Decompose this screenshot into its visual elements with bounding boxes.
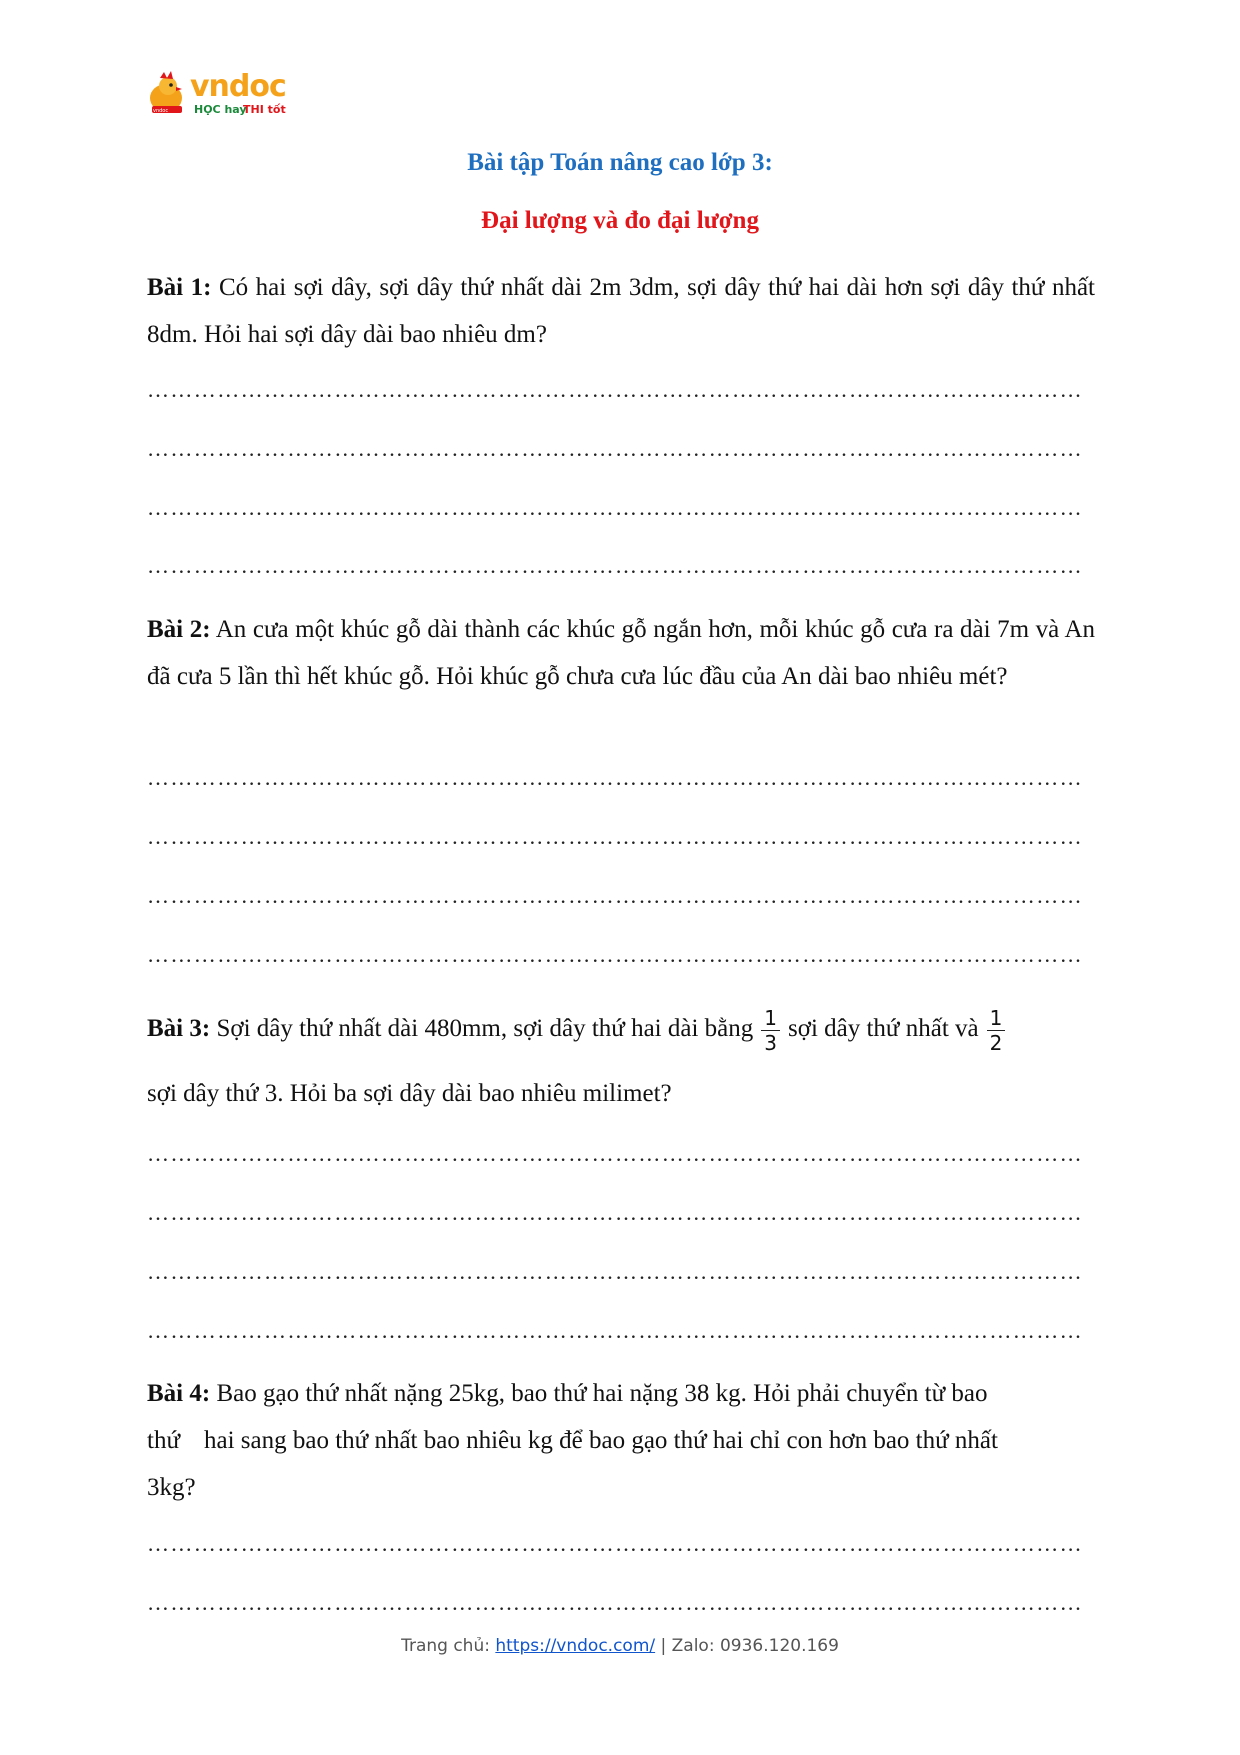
exercise-label: Bài 3: (147, 1015, 211, 1042)
exercise-2 (147, 606, 1095, 700)
footer-prefix: Trang chủ: (401, 1636, 496, 1656)
footer-contact: | Zalo: 0936.120.169 (655, 1636, 839, 1656)
svg-text:THI tốt: THI tốt (243, 103, 286, 116)
exercise-text-a: Bao gạo thứ nhất nặng 25kg, bao thứ hai nặng 38 kg. Hỏi phải chuyển từ bao (216, 1380, 988, 1407)
answer-line[interactable]: ………………………………………………………………………………………………………… (147, 1201, 1083, 1225)
answer-line[interactable]: ………………………………………………………………………………………………………… (147, 378, 1083, 402)
svg-text:HỌC hay: HỌC hay (194, 103, 247, 116)
exercise-text: An cưa một khúc gỗ dài thành các khúc gỗ ngắn hơn, mỗi khúc gỗ cưa ra dài 7m và An đã cưa 5 lần thì hết khúc gỗ. Hỏi khúc gỗ chưa cưa lúc đầu của An dài bao nhiêu mét? (147, 616, 1095, 690)
exercise-3 (147, 1000, 1095, 1058)
svg-text:vndoc: vndoc (153, 108, 169, 114)
answer-line[interactable]: ………………………………………………………………………………………………………… (147, 825, 1083, 849)
svg-text:vndoc: vndoc (190, 69, 286, 104)
exercise-4 (147, 1370, 1095, 1417)
fraction-one-half: $\frac{1}{2}$ (987, 1006, 1006, 1055)
answer-line[interactable]: ………………………………………………………………………………………………………… (147, 1591, 1083, 1615)
exercise-text-a: Sợi dây thứ nhất dài 480mm, sợi dây thứ hai dài bằng (216, 1015, 754, 1042)
answer-line[interactable]: ………………………………………………………………………………………………………… (147, 1532, 1083, 1556)
vndoc-logo[interactable] (146, 68, 306, 124)
answer-line[interactable]: ………………………………………………………………………………………………………… (147, 496, 1083, 520)
page-title: Bài tập Toán nâng cao lớp 3: (467, 149, 773, 176)
answer-line[interactable]: ………………………………………………………………………………………………………… (147, 943, 1083, 967)
page-subtitle: Đại lượng và đo đại lượng (481, 207, 759, 234)
exercise-label: Bài 1: (147, 274, 212, 301)
exercise-text: Có hai sợi dây, sợi dây thứ nhất dài 2m 3dm, sợi dây thứ hai dài hơn sợi dây thứ nhất 8dm. Hỏi hai sợi dây dài bao nhiêu dm? (147, 274, 1096, 348)
homepage-link[interactable]: https://vndoc.com/ (495, 1636, 656, 1656)
answer-line[interactable]: ………………………………………………………………………………………………………… (147, 1319, 1083, 1343)
exercise-text-b: sợi dây thứ nhất và (788, 1015, 979, 1042)
exercise-4-line2: thứ hai sang bao thứ nhất bao nhiêu kg để bao gạo thứ hai chỉ con hơn bao thứ nhất (147, 1427, 998, 1454)
exercise-4-line3: 3kg? (147, 1474, 196, 1501)
answer-line[interactable]: ………………………………………………………………………………………………………… (147, 437, 1083, 461)
answer-line[interactable]: ………………………………………………………………………………………………………… (147, 766, 1083, 790)
fraction-one-third: $\frac{1}{3}$ (761, 1006, 780, 1055)
answer-line[interactable]: ………………………………………………………………………………………………………… (147, 884, 1083, 908)
answer-line[interactable]: ………………………………………………………………………………………………………… (147, 1142, 1083, 1166)
answer-line[interactable]: ………………………………………………………………………………………………………… (147, 1260, 1083, 1284)
exercise-1 (147, 264, 1095, 358)
logo-graphic (146, 68, 306, 124)
answer-line[interactable]: ………………………………………………………………………………………………………… (147, 554, 1083, 578)
exercise-label: Bài 4: (147, 1380, 211, 1407)
exercise-label: Bài 2: (147, 616, 211, 643)
page-footer (0, 1636, 1240, 1656)
exercise-3-cont: sợi dây thứ 3. Hỏi ba sợi dây dài bao nhiêu milimet? (147, 1080, 672, 1107)
